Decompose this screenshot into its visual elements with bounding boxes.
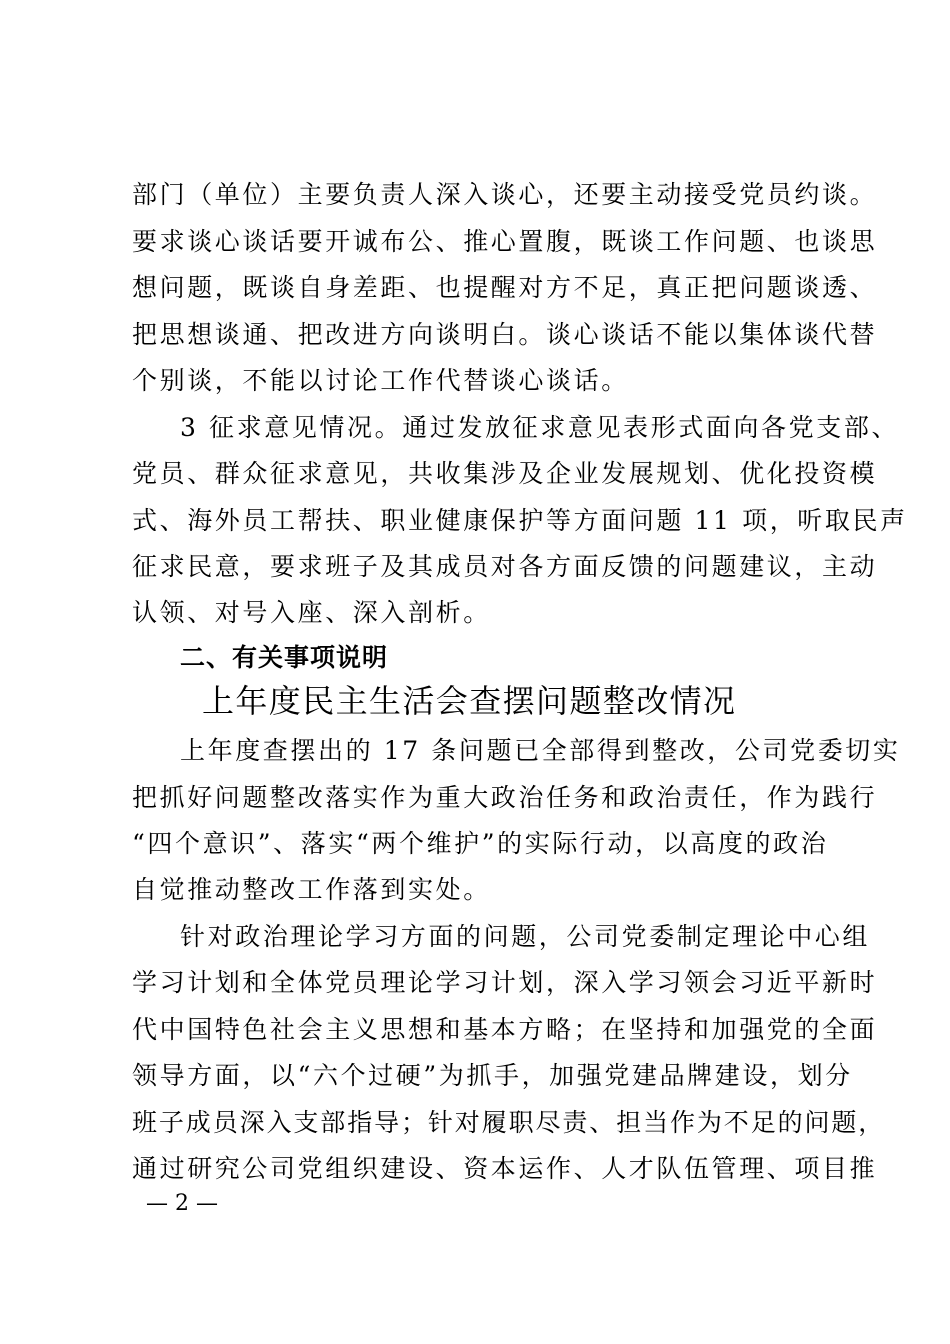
paragraph-2-line-4: 征求民意，要求班子及其成员对各方面反馈的问题建议，主动	[132, 552, 878, 581]
paragraph-1-line-5: 个别谈，不能以讨论工作代替谈心谈话。	[132, 366, 629, 395]
paragraph-4-line-2: 学习计划和全体党员理论学习计划，深入学习领会习近平新时	[132, 968, 878, 997]
paragraph-3-line-3: “四个意识”、落实“两个维护”的实际行动，以高度的政治	[132, 829, 829, 858]
paragraph-3-line-1: 上年度查摆出的 17 条问题已全部得到整改，公司党委切实	[180, 736, 901, 765]
paragraph-3-line-4: 自觉推动整改工作落到实处。	[132, 875, 491, 904]
paragraph-4-line-6: 通过研究公司党组织建设、资本运作、人才队伍管理、项目推	[132, 1154, 878, 1183]
section-heading: 二、有关事项说明	[180, 643, 389, 672]
paragraph-4-line-5: 班子成员深入支部指导；针对履职尽责、担当作为不足的问题，	[132, 1108, 886, 1137]
paragraph-1-line-1: 部门（单位）主要负责人深入谈心，还要主动接受党员约谈。	[132, 180, 878, 209]
paragraph-2-line-2: 党员、群众征求意见，共收集涉及企业发展规划、优化投资模	[132, 459, 878, 488]
paragraph-2-line-5: 认领、对号入座、深入剖析。	[132, 598, 491, 627]
paragraph-4-line-4: 领导方面，以“六个过硬”为抓手，加强党建品牌建设，划分	[132, 1061, 853, 1090]
paragraph-2-line-1: 3 征求意见情况。通过发放征求意见表形式面向各党支部、	[180, 413, 900, 442]
paragraph-1-line-3: 想问题，既谈自身差距、也提醒对方不足，真正把问题谈透、	[132, 273, 878, 302]
paragraph-3-line-2: 把抓好问题整改落实作为重大政治任务和政治责任，作为践行	[132, 783, 878, 812]
page-number: — 2 —	[146, 1191, 218, 1216]
section-title: 上年度民主生活会查摆问题整改情况	[202, 682, 737, 720]
paragraph-1-line-4: 把思想谈通、把改进方向谈明白。谈心谈话不能以集体谈代替	[132, 320, 878, 349]
paragraph-2-line-3: 式、海外员工帮扶、职业健康保护等方面问题 11 项，听取民声	[132, 506, 908, 535]
paragraph-4-line-1: 针对政治理论学习方面的问题，公司党委制定理论中心组	[180, 922, 871, 951]
paragraph-4-line-3: 代中国特色社会主义思想和基本方略；在坚持和加强党的全面	[132, 1015, 878, 1044]
paragraph-1-line-2: 要求谈心谈话要开诚布公、推心置腹，既谈工作问题、也谈思	[132, 227, 878, 256]
